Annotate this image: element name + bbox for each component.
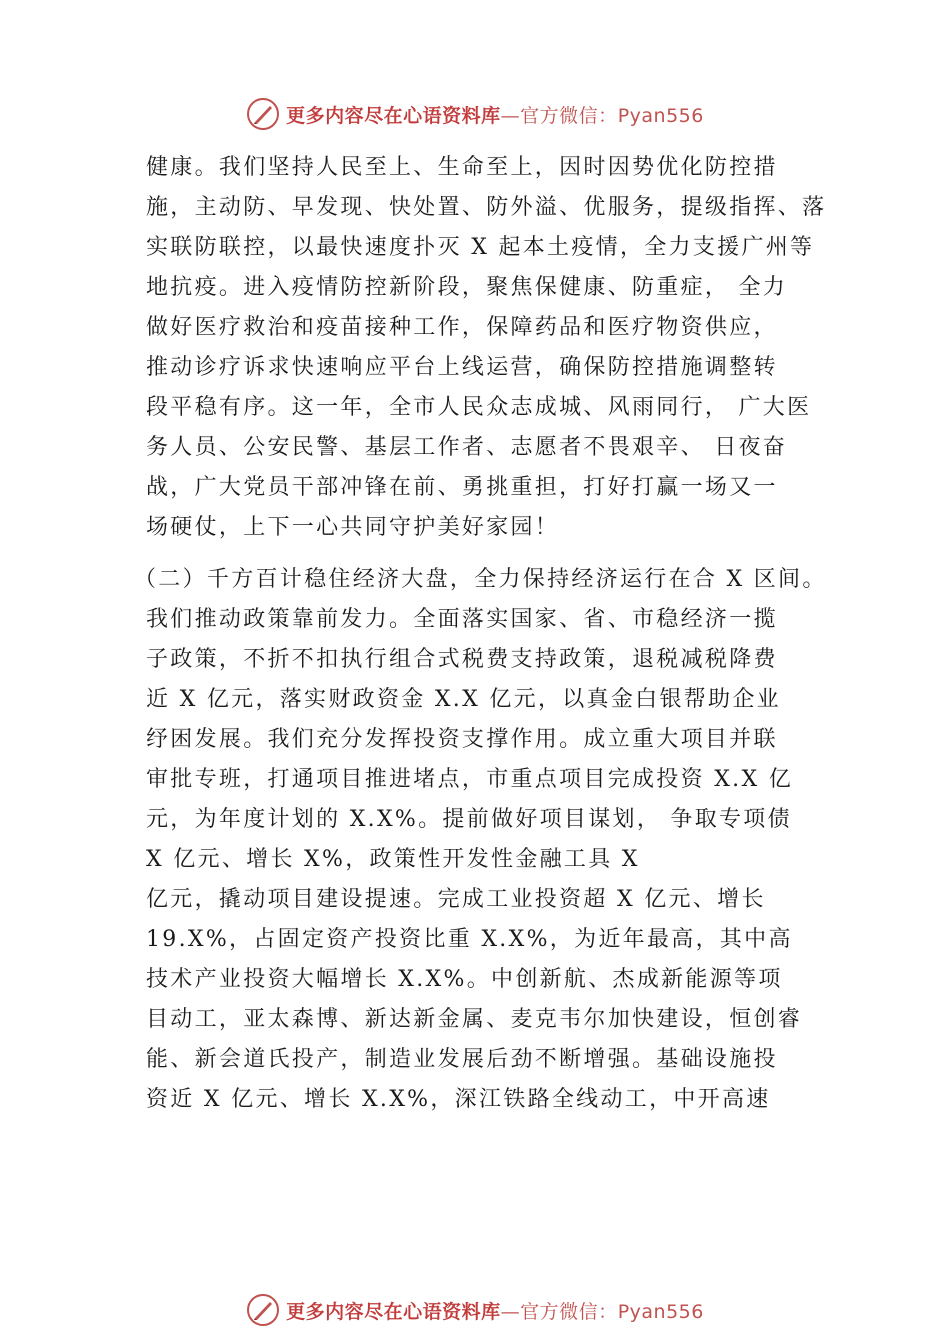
- footer-watermark: [0, 1290, 950, 1330]
- watermark-official: 官方微信：: [520, 104, 618, 127]
- text-line: 场硬仗，上下一心共同守护美好家园！: [146, 515, 560, 540]
- text-line: 审批专班，打通项目推进堵点，市重点项目完成投资 X.X 亿: [146, 767, 794, 792]
- text-line: 做好医疗救治和疫苗接种工作，保障药品和医疗物资供应，: [146, 315, 778, 340]
- section-heading: （二）千方百计稳住经济大盘，全力保持经济运行在合 X 区间。: [134, 567, 827, 592]
- text-line: 地抗疫。进入疫情防控新阶段，聚焦保健康、防重症， 全力: [146, 275, 788, 300]
- text-line: 19.X%，占固定资产投资比重 X.X%，为近年最高，其中高: [146, 927, 793, 952]
- text-line: 技术产业投资大幅增长 X.X%。中创新航、杰成新能源等项: [146, 967, 783, 992]
- text-line: 子政策，不折不扣执行组合式税费支持政策，退税减税降费: [146, 647, 778, 672]
- text-line: 健康。我们坚持人民至上、生命至上，因时因势优化防控措: [146, 155, 778, 180]
- document-body: [134, 148, 827, 1120]
- text-line: 我们推动政策靠前发力。全面落实国家、省、市稳经济一揽: [146, 607, 778, 632]
- text-line: 务人员、公安民警、基层工作者、志愿者不畏艰辛、 日夜奋: [146, 435, 788, 460]
- text-line: 元，为年度计划的 X.X%。提前做好项目谋划， 争取专项债: [146, 807, 792, 832]
- watermark-wechat-id: Pyan556: [617, 1300, 704, 1323]
- watermark-brand: 更多内容尽在心语资料库: [286, 1300, 501, 1323]
- watermark-text: [286, 101, 704, 128]
- text-line: X 亿元、增长 X%，政策性开发性金融工具 X: [146, 847, 640, 872]
- watermark-wechat-id: Pyan556: [617, 104, 704, 127]
- watermark-text: [286, 1297, 704, 1324]
- text-line: 目动工，亚太森博、新达新金属、麦克韦尔加快建设，恒创睿: [146, 1007, 803, 1032]
- text-line: 资近 X 亿元、增长 X.X%，深江铁路全线动工，中开高速: [146, 1087, 771, 1112]
- watermark-official: 官方微信：: [520, 1300, 618, 1323]
- text-line: 近 X 亿元，落实财政资金 X.X 亿元，以真金白银帮助企业: [146, 687, 781, 712]
- text-line: 施，主动防、早发现、快处置、防外溢、优服务，提级指挥、落: [146, 195, 827, 220]
- header-watermark: [0, 94, 950, 134]
- paragraph-health: [146, 148, 826, 548]
- text-line: 段平稳有序。这一年，全市人民众志成城、风雨同行， 广大医: [146, 395, 812, 420]
- text-line: 实联防联控，以最快速度扑灭 X 起本土疫情，全力支援广州等: [146, 235, 815, 260]
- text-line: 纾困发展。我们充分发挥投资支撑作用。成立重大项目并联: [146, 727, 778, 752]
- watermark-brand: 更多内容尽在心语资料库: [286, 104, 501, 127]
- text-line: 能、新会道氏投产，制造业发展后劲不断增强。基础设施投: [146, 1047, 778, 1072]
- watermark-dash: —: [500, 1300, 521, 1323]
- text-line: 战，广大党员干部冲锋在前、勇挑重担，打好打赢一场又一: [146, 475, 778, 500]
- text-line: 推动诊疗诉求快速响应平台上线运营，确保防控措施调整转: [146, 355, 778, 380]
- quill-logo-icon: [246, 97, 280, 131]
- quill-logo-icon: [246, 1293, 280, 1327]
- text-line: 亿元，撬动项目建设提速。完成工业投资超 X 亿元、增长: [146, 887, 766, 912]
- watermark-dash: —: [500, 104, 521, 127]
- paragraph-economy: [134, 560, 827, 1120]
